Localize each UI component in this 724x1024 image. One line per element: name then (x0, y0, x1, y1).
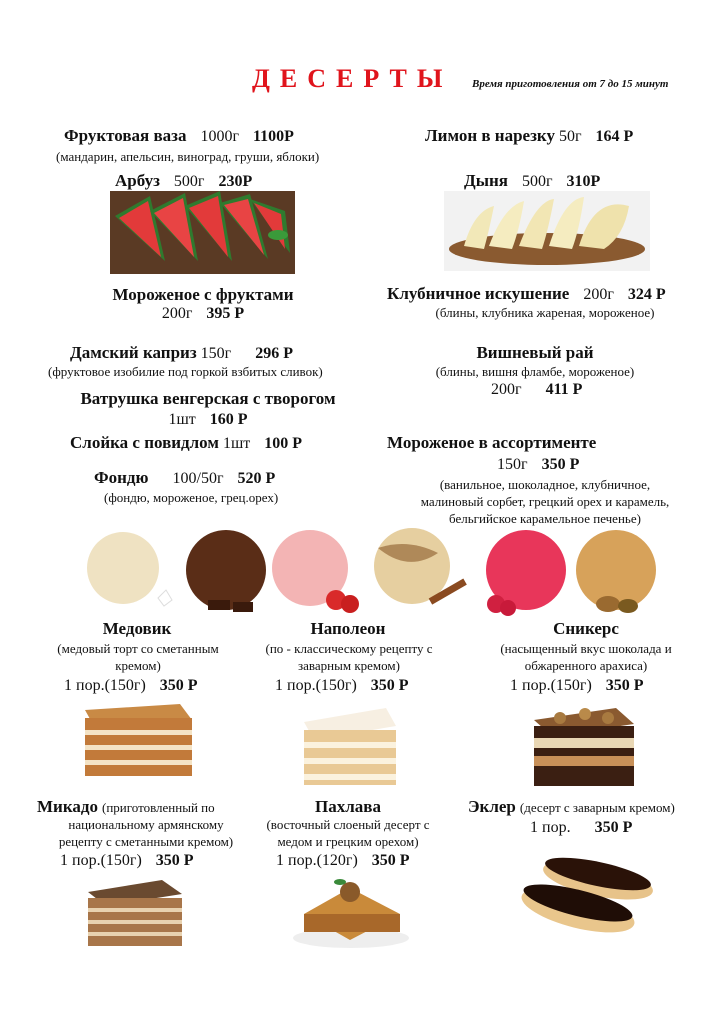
menu-item-eclair (530, 819, 632, 837)
menu-item-lemon (425, 126, 633, 146)
item-description: заварным кремом) (298, 658, 400, 673)
menu-item-icecream-fruit (90, 305, 316, 323)
pakhlava-image (290, 874, 412, 950)
menu-item-medovik (64, 677, 198, 695)
item-name: Медовик (102, 619, 172, 638)
item-name: Клубничное искушение (387, 284, 570, 303)
item-name: Эклер (468, 797, 516, 816)
item-description: (ванильное, шоколадное, клубничное, (439, 477, 651, 492)
menu-item-melon (464, 171, 600, 191)
chocolate-scoop (186, 530, 266, 610)
page-title: ДЕСЕРТЫ (252, 64, 453, 93)
snickers-image (530, 698, 638, 790)
menu-item-icecream-assort (497, 456, 579, 474)
item-price: 350 Р (370, 677, 409, 694)
item-description: (блины, клубника жареная, мороженое) (435, 305, 655, 320)
item-description: рецепту с сметанными кремом) (58, 834, 234, 849)
item-price: 350 Р (159, 677, 198, 694)
item-description: обжаренного арахиса) (524, 658, 648, 673)
watermelon-image (110, 191, 295, 274)
item-description: кремом) (115, 658, 161, 673)
melon-image (444, 191, 650, 271)
item-description: (десерт с заварным кремом) (519, 800, 675, 815)
menu-item-napoleon (275, 677, 409, 695)
menu-item-vatrushka (48, 411, 368, 429)
item-name: Дамский каприз (70, 343, 197, 362)
item-price: 296 Р (255, 345, 293, 362)
item-name: Фондю (94, 468, 149, 487)
item-price: 230Р (218, 173, 253, 190)
medovik-image (80, 700, 196, 784)
item-price: 350 Р (371, 852, 410, 869)
item-weight: 150г (497, 456, 528, 473)
item-weight: 1 пор.(150г) (64, 677, 146, 694)
item-name: Арбуз (115, 171, 160, 190)
item-name: Пахлава (315, 797, 381, 816)
item-description: (блины, вишня фламбе, мороженое) (435, 364, 635, 379)
nut-caramel-scoop (374, 528, 450, 604)
menu-item-mikado-title (37, 797, 215, 817)
item-price: 350 Р (155, 852, 194, 869)
item-description: (по - классическому рецепту с (265, 641, 433, 656)
mikado-image (84, 876, 184, 952)
item-description: (насыщенный вкус шоколада и (500, 641, 672, 656)
menu-item-sloika (70, 433, 302, 453)
item-name: Лимон в нарезку (425, 126, 555, 145)
item-price: 1100Р (253, 128, 294, 145)
item-weight: 1 пор.(150г) (510, 677, 592, 694)
menu-item-pakhlava (276, 852, 410, 870)
item-price: 164 Р (595, 128, 634, 145)
item-description: национальному армянскому (68, 817, 224, 832)
item-name: Слойка с повидлом (70, 433, 219, 452)
item-weight: 1шт (168, 411, 196, 428)
item-name: Ватрушка венгерская с творогом (80, 389, 336, 408)
item-weight: 200г (583, 286, 614, 303)
item-price: 350 Р (605, 677, 644, 694)
item-description: бельгийское карамельное печенье) (449, 511, 641, 526)
item-price: 324 Р (627, 286, 666, 303)
item-description: (восточный слоеный десерт с (266, 817, 430, 832)
item-weight: 1 пор. (530, 819, 571, 836)
item-description: медом и грецким орехом) (277, 834, 419, 849)
item-weight: 100/50г (172, 470, 224, 487)
item-weight: 500г (173, 173, 205, 190)
item-price: 350 Р (541, 456, 580, 473)
menu-item-cherry (491, 381, 582, 399)
item-description: (фондю, мороженое, грец.орех) (104, 490, 279, 505)
menu-item-lady-caprice (70, 343, 293, 363)
item-name: Вишневый рай (476, 343, 594, 362)
item-price: 411 Р (545, 381, 583, 398)
item-name: Наполеон (310, 619, 386, 638)
item-weight: 1шт (222, 435, 251, 452)
item-weight: 200г (161, 305, 193, 322)
napoleon-image (296, 700, 402, 790)
item-name: Дыня (464, 171, 508, 190)
item-name: Микадо (37, 797, 98, 816)
item-description: (мандарин, апельсин, виноград, груши, яблоки) (56, 149, 320, 164)
item-price: 395 Р (206, 305, 245, 322)
item-weight: 1 пор.(150г) (275, 677, 357, 694)
item-weight: 1 пор.(150г) (60, 852, 142, 869)
item-description: (фруктовое изобилие под горкой взбитых сливок) (48, 364, 323, 379)
item-description: (медовый торт со сметанным (57, 641, 219, 656)
item-price: 310Р (566, 173, 601, 190)
item-price: 520 Р (237, 470, 276, 487)
item-name: Фруктовая ваза (64, 126, 187, 145)
vanilla-scoop (87, 532, 159, 604)
item-weight: 1 пор.(120г) (276, 852, 358, 869)
item-price: 160 Р (209, 411, 248, 428)
item-description: малиновый сорбет, грецкий орех и карамель, (420, 494, 670, 509)
item-weight: 150г (200, 345, 232, 362)
item-name: Мороженое с фруктами (112, 285, 294, 304)
watermelon-slices (115, 191, 290, 261)
icecream-scoops-image (78, 528, 668, 618)
item-description: (приготовленный по (101, 800, 215, 815)
item-price: 100 Р (264, 435, 303, 452)
item-weight: 1000г (200, 128, 240, 145)
item-name: Сникерс (553, 619, 619, 638)
eclair-image (516, 840, 656, 936)
item-price: 350 Р (594, 819, 633, 836)
preparation-time-note: Время приготовления от 7 до 15 минут (472, 78, 669, 90)
item-weight: 50г (558, 128, 582, 145)
menu-item-eclair-title (468, 797, 675, 817)
menu-item-fondue (94, 468, 275, 488)
caramel-cookie-scoop (576, 530, 656, 610)
item-name: Мороженое в ассортименте (387, 433, 597, 452)
menu-item-fruit-vase (64, 126, 294, 146)
item-weight: 200г (491, 381, 522, 398)
menu-item-mikado (60, 852, 194, 870)
menu-item-snickers (510, 677, 644, 695)
menu-item-strawberry (387, 284, 666, 304)
item-weight: 500г (521, 173, 553, 190)
menu-item-watermelon (115, 171, 252, 191)
